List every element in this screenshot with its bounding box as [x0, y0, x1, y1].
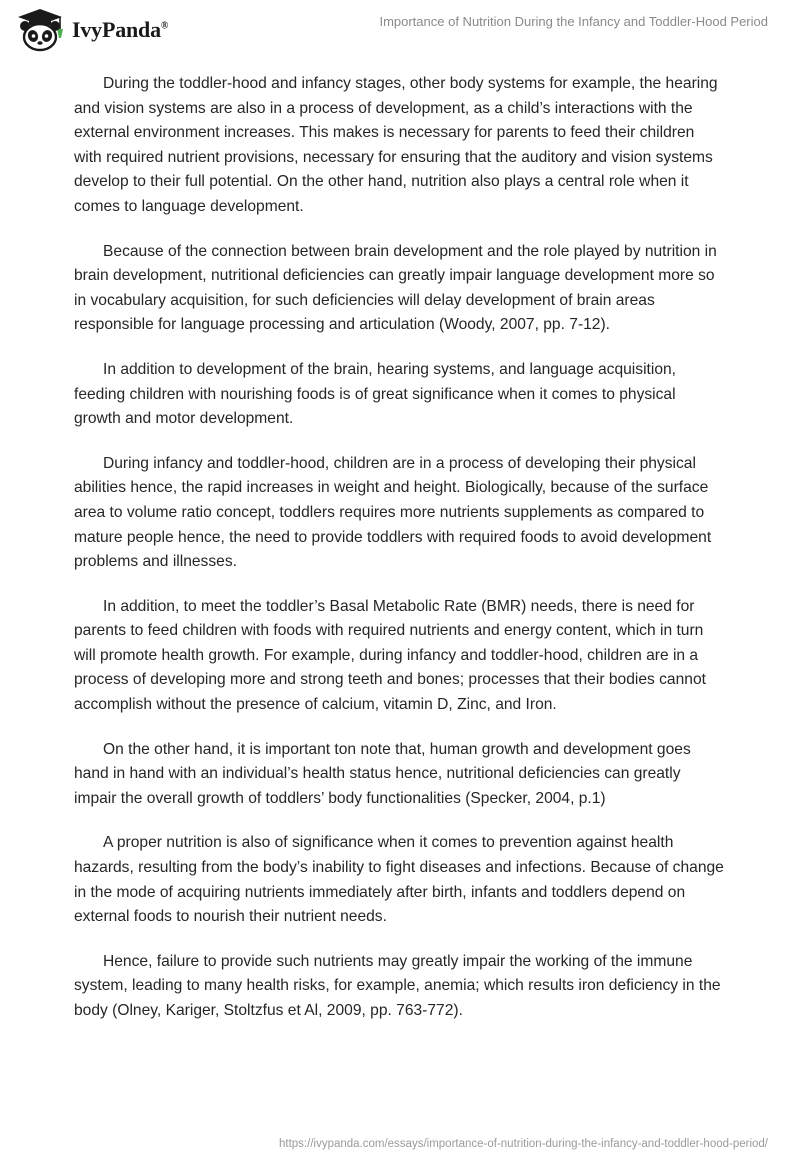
source-url-link[interactable]: https://ivypanda.com/essays/importance-of-nutrition-during-the-infancy-and-toddler-hood-period/ — [279, 1138, 768, 1150]
paragraph: In addition to development of the brain, hearing systems, and language acquisition, feeding children with nourishing foods is of great significance when it comes to physical growth and motor development. — [74, 360, 677, 428]
essay-body — [74, 72, 726, 1044]
registered-mark: ® — [160, 20, 169, 32]
paragraph: A proper nutrition is also of significance when it comes to prevention against health hazards, resulting from the body’s inability to fight diseases and infections. Because of change in the mode of acquiring nutrients immediately after birth, infants and toddlers depend on external foods to nourish their nutrient needs. — [74, 834, 724, 926]
paragraph: Because of the connection between brain development and the role played by nutrition in brain development, nutritional deficiencies can greatly impair language development more so in vocabulary acquisition, for such deficiencies will delay development of brain areas responsible for language processing and articulation (Woody, 2007, pp. 7-12). — [74, 242, 717, 334]
page-header — [0, 0, 800, 60]
paragraph: On the other hand, it is important ton note that, human growth and development goes hand in hand with an individual’s health status hence, nutritional deficiencies can greatly impair the overall growth of toddlers’ body functionalities (Specker, 2004, p.1) — [74, 740, 691, 807]
paragraph: During infancy and toddler-hood, children are in a process of developing their physical abilities hence, the rapid increases in weight and height. Biologically, because of the surface area to volume ratio concept, toddlers requires more nutrients supplements as compared to mature people hence, the need to provide toddlers with required foods to avoid development problems and illnesses. — [74, 454, 712, 571]
paragraph: In addition, to meet the toddler’s Basal Metabolic Rate (BMR) needs, there is need for parents to feed children with foods with required nutrients and energy content, which in turn will promote health growth. For example, during infancy and toddler-hood, children are in a process of developing more and strong teeth and bones; processes that their bodies cannot accomplish without the presence of calcium, vitamin D, Zinc, and Iron. — [74, 597, 706, 714]
brand-label: IvyPanda — [72, 17, 161, 42]
ivypanda-logo[interactable] — [14, 8, 168, 52]
paragraph: Hence, failure to provide such nutrients may greatly impair the working of the immune system, leading to many health risks, for example, anemia; which results iron deficiency in the body (Olney, Kariger, Stoltzfus et Al, 2009, pp. 763-772). — [74, 952, 721, 1019]
paragraph: During the toddler-hood and infancy stages, other body systems for example, the hearing and vision systems are also in a process of development, as a child’s interactions with the external environment increases. This makes is necessary for parents to feed their children with required nutrient provisions, necessary for ensuring that the auditory and vision systems develop to their full potential. On the other hand, nutrition also plays a central role when it comes to language development. — [74, 75, 718, 215]
brand-name — [72, 17, 168, 43]
document-title: Importance of Nutrition During the Infancy and Toddler-Hood Period — [379, 14, 768, 29]
panda-graduate-icon — [14, 8, 66, 52]
